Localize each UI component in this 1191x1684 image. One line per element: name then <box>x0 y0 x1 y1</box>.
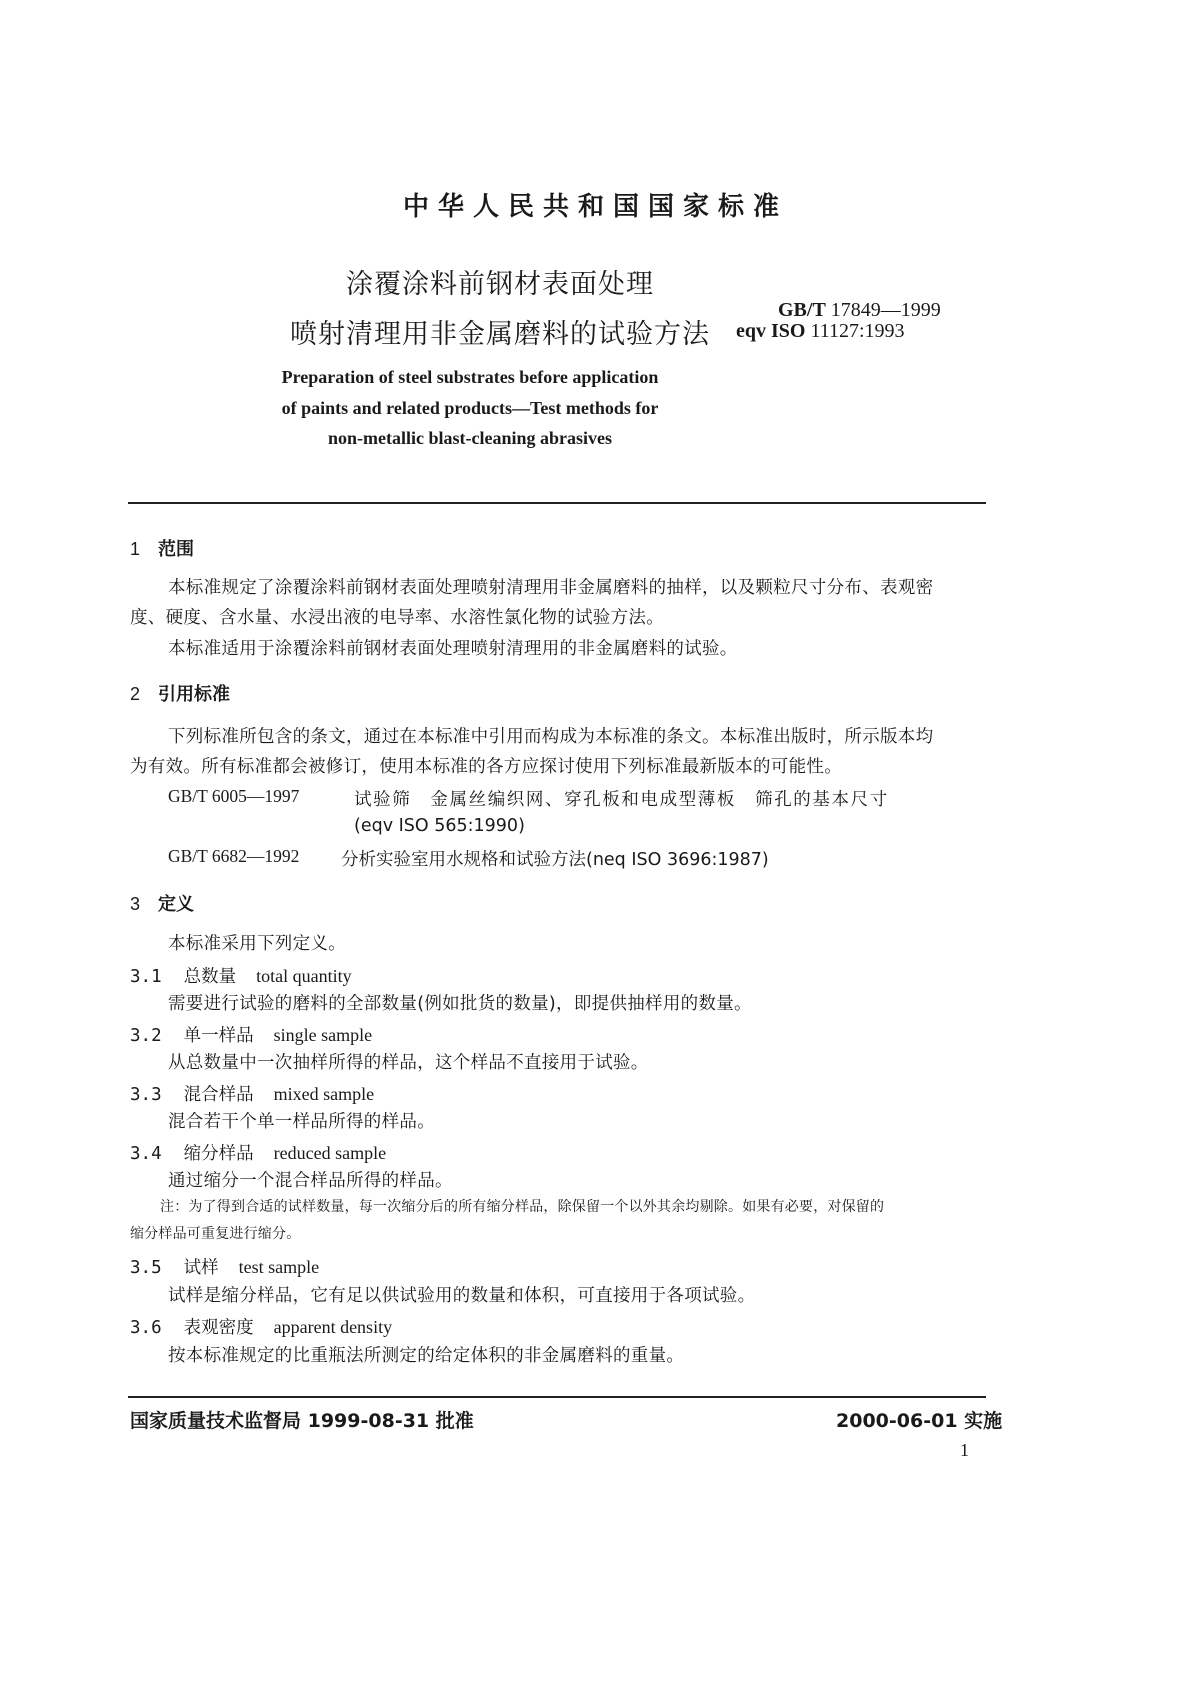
ref1-eqv: (eqv ISO 565:1990) <box>354 816 525 836</box>
section-2-heading <box>130 680 230 706</box>
gb-code <box>778 299 941 321</box>
definition-term-en: mixed sample <box>273 1084 375 1104</box>
note-line-2: 缩分样品可重复进行缩分。 <box>130 1226 301 1242</box>
eqv-code-label: eqv ISO <box>736 320 806 342</box>
definition-3-1 <box>130 963 352 988</box>
gb-code-value: 17849—1999 <box>830 299 941 321</box>
title-en-line3: non-metallic blast-cleaning abrasives <box>328 428 612 448</box>
definition-number: 3.5 <box>130 1258 162 1278</box>
section-number: 1 <box>130 539 141 559</box>
definition-term-cn: 试样 <box>183 1258 219 1278</box>
title-en-line1: Preparation of steel substrates before application <box>281 367 659 387</box>
definition-number: 3.6 <box>130 1318 162 1338</box>
ref1-text: 试验筛 金属丝编织网、穿孔板和电成型薄板 筛孔的基本尺寸 <box>354 790 889 810</box>
definition-term-cn: 总数量 <box>183 967 237 987</box>
gb-code-label: GB/T <box>778 299 826 321</box>
section-number: 2 <box>130 684 141 704</box>
approval-date: 国家质量技术监督局 1999-08-31 批准 <box>130 1410 474 1432</box>
definition-3-2-desc: 从总数量中一次抽样所得的样品，这个样品不直接用于试验。 <box>168 1053 649 1073</box>
definition-3-5-desc: 试样是缩分样品，它有足以供试验用的数量和体积，可直接用于各项试验。 <box>168 1286 756 1306</box>
definition-3-6 <box>130 1314 392 1339</box>
title-cn-line2: 喷射清理用非金属磨料的试验方法 <box>290 319 710 350</box>
standard-header: 中华人民共和国国家标准 <box>402 192 788 222</box>
definition-term-en: test sample <box>238 1257 320 1277</box>
definition-3-5 <box>130 1254 319 1279</box>
definition-number: 3.2 <box>130 1026 162 1046</box>
definition-3-4 <box>130 1140 386 1165</box>
title-en-line2: of paints and related products—Test methods for <box>281 398 659 418</box>
definition-term-en: reduced sample <box>273 1143 387 1163</box>
top-divider <box>128 502 986 504</box>
title-cn-line1: 涂覆涂料前钢材表面处理 <box>346 269 654 300</box>
definition-term-cn: 缩分样品 <box>183 1144 254 1164</box>
definition-3-6-desc: 按本标准规定的比重瓶法所测定的给定体积的非金属磨料的重量。 <box>168 1346 685 1366</box>
definition-term-en: single sample <box>273 1025 373 1045</box>
definition-term-en: total quantity <box>256 966 352 986</box>
definition-term-en: apparent density <box>273 1317 393 1337</box>
definition-3-3 <box>130 1081 374 1106</box>
bottom-divider <box>128 1396 986 1398</box>
page-number: 1 <box>960 1440 969 1460</box>
definition-3-3-desc: 混合若干个单一样品所得的样品。 <box>168 1112 435 1132</box>
eqv-code-value: 11127:1993 <box>810 320 905 342</box>
s1-paragraph-1a: 本标准规定了涂覆涂料前钢材表面处理喷射清理用非金属磨料的抽样，以及颗粒尺寸分布、表观密 <box>168 578 934 598</box>
definition-3-2 <box>130 1022 372 1047</box>
definition-term-cn: 表观密度 <box>183 1318 254 1338</box>
eqv-code <box>736 320 905 342</box>
definition-3-1-desc: 需要进行试验的磨料的全部数量(例如批货的数量)，即提供抽样用的数量。 <box>168 994 752 1014</box>
s1-paragraph-2: 本标准适用于涂覆涂料前钢材表面处理喷射清理用的非金属磨料的试验。 <box>168 639 738 659</box>
s1-paragraph-1b: 度、硬度、含水量、水浸出液的电导率、水溶性氯化物的试验方法。 <box>130 608 664 628</box>
section-title: 定义 <box>158 894 195 915</box>
effective-date: 2000-06-01 实施 <box>836 1410 1003 1432</box>
section-number: 3 <box>130 894 141 914</box>
section-1-heading <box>130 535 194 561</box>
s2-paragraph-1a: 下列标准所包含的条文，通过在本标准中引用而构成为本标准的条文。本标准出版时，所示版本均 <box>168 727 934 747</box>
section-title: 范围 <box>158 539 195 560</box>
s3-intro: 本标准采用下列定义。 <box>168 934 346 954</box>
definition-term-cn: 单一样品 <box>183 1026 254 1046</box>
ref2-code: GB/T 6682—1992 <box>168 846 300 866</box>
definition-3-4-desc: 通过缩分一个混合样品所得的样品。 <box>168 1171 453 1191</box>
definition-number: 3.3 <box>130 1085 162 1105</box>
section-3-heading <box>130 890 194 916</box>
definition-number: 3.1 <box>130 967 162 987</box>
section-title: 引用标准 <box>158 684 231 705</box>
s2-paragraph-1b: 为有效。所有标准都会被修订，使用本标准的各方应探讨使用下列标准最新版本的可能性。 <box>130 757 842 777</box>
note-line-1: 注：为了得到合适的试样数量，每一次缩分后的所有缩分样品，除保留一个以外其余均剔除。如果有必要，对保留的 <box>160 1199 885 1215</box>
definition-number: 3.4 <box>130 1144 162 1164</box>
ref1-code: GB/T 6005—1997 <box>168 786 300 806</box>
definition-term-cn: 混合样品 <box>183 1085 254 1105</box>
ref2-text: 分析实验室用水规格和试验方法(neq ISO 3696:1987) <box>341 850 769 870</box>
